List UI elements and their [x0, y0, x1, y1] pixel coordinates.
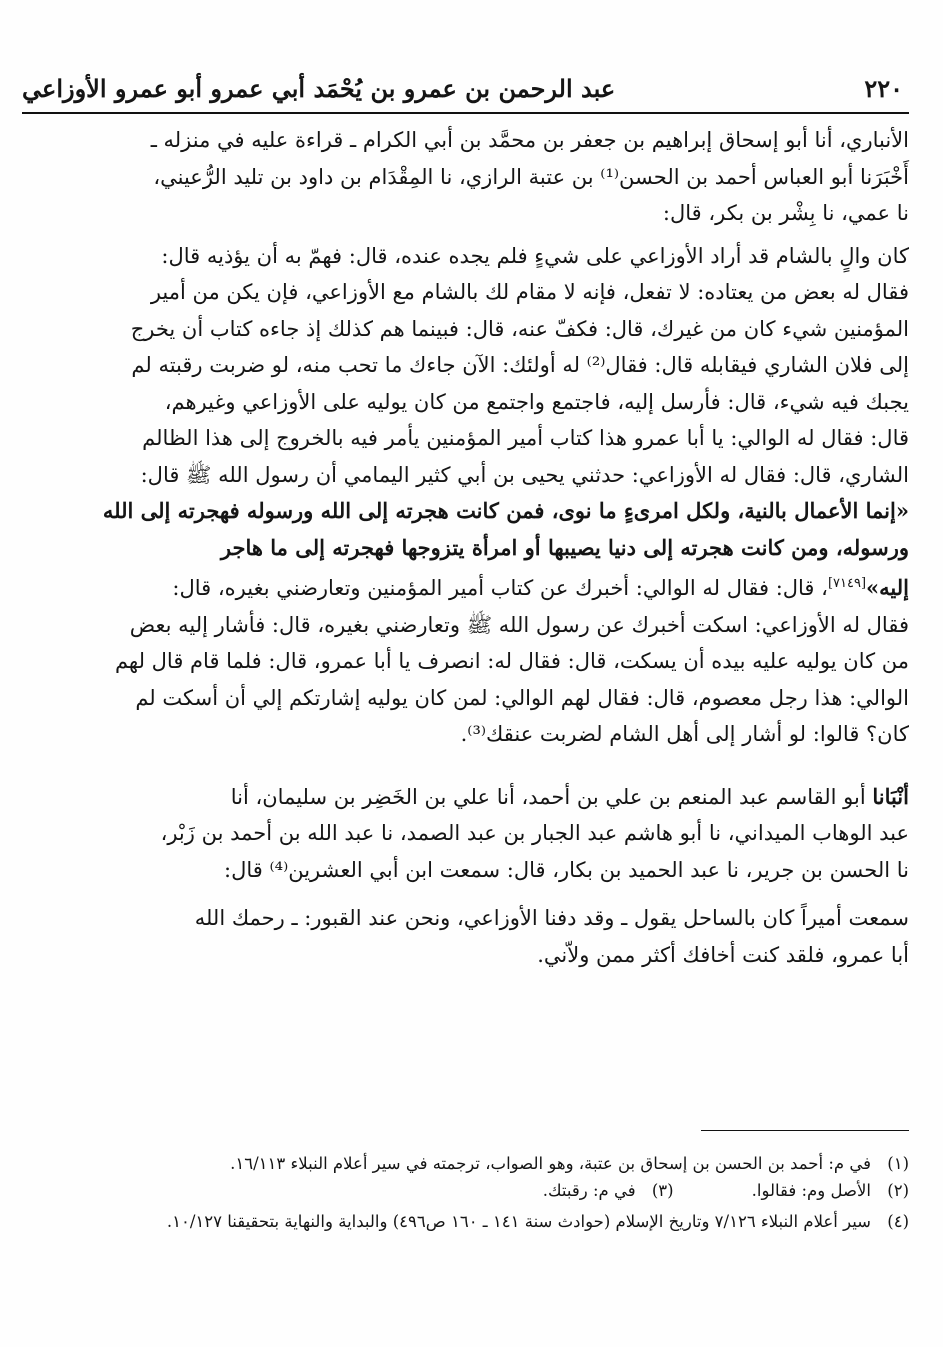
- isnad-lead-word: أنْبَانا: [872, 783, 909, 809]
- text-line: قال: فقال له الوالي: يا أبا عمرو هذا كتاب أمير المؤمنين يأمر فيه بالخروج إلى هذا الظالم: [142, 426, 909, 450]
- footnote-text: سير أعلام النبلاء ٧/١٢٦ وتاريخ الإسلام (حوادث سنة ١٤١ ـ ١٦٠ ص٤٩٦) والبداية والنهاية بتحقيقنا ١٠/١٢٧.: [166, 1212, 871, 1231]
- footnote-number: (٢): [887, 1181, 909, 1200]
- running-title: عبد الرحمن بن عمرو بن يُحْمَد أبي عمرو أبو عمرو الأوزاعي: [22, 74, 616, 103]
- text-line: نا عمي، نا بِشْر بن بكر، قال:: [662, 201, 909, 225]
- text-line: فقال له الأوزاعي: اسكت أخبرك عن رسول الله ﷺ وتعارضني بغيره، قال: فأشار إليه بعض: [129, 612, 909, 637]
- text-line: أبا عمرو، فلقد كنت أخافك أكثر ممن ولاّني.: [537, 942, 909, 967]
- footnote-text: الأصل وم: فقالوا.: [751, 1181, 871, 1200]
- footnote-row-2-3: [22, 1177, 909, 1204]
- hadith-line: «إنما الأعمال بالنية، ولكل امرىءٍ ما نوى، فمن كانت هجرته إلى الله ورسوله فهجرته إلى الله: [102, 498, 909, 523]
- page-number: ٢٢٠: [864, 74, 903, 103]
- text-line: كان؟ قالوا: لو أشار إلى أهل الشام لضربت عنقك⁽³⁾.: [460, 722, 909, 746]
- footnote-2: [752, 1177, 909, 1204]
- text-line: المؤمنين شيء كان من غيرك، قال: فكفّ عنه، قال: فبينما هم كذلك إذ جاءه كتاب أن يخرج: [130, 316, 909, 341]
- footnote-number: (٣): [651, 1181, 674, 1200]
- text-line: سمعت أميراً كان بالساحل يقول ـ وقد دفنا الأوزاعي، ونحن عند القبور: ـ رحمك الله: [194, 906, 909, 930]
- page-header: [22, 72, 909, 112]
- text-line: فقال له بعض من يعتاده: لا تفعل، فإنه لا مقام لك بالشام مع الأوزاعي، فإن يكن من أمير: [150, 280, 909, 304]
- text-line: من كان يوليه عليه بيده أن يسكت، قال: فقال له: انصرف يا أبا عمرو، قال: فلما قام قال لهم: [114, 649, 909, 673]
- footnote-divider: [701, 1130, 909, 1131]
- footnotes: [22, 1150, 909, 1235]
- text-line: يجبك فيه شيء، قال: فأرسل إليه، فاجتمع واجتمع من كان يوليه على الأوزاعي وغيرهم،: [164, 389, 909, 414]
- text-run: أبو القاسم عبد المنعم بن علي بن أحمد، أنا علي بن الخَضِر بن سليمان، أنا: [230, 784, 873, 809]
- text-line: نا الحسن بن جرير، نا عبد الحميد بن بكار، قال: سمعت ابن أبي العشرين⁽⁴⁾ قال:: [224, 857, 909, 882]
- paragraph-isnad-1: [22, 122, 909, 232]
- footnote-1: [22, 1150, 909, 1177]
- main-text: [22, 122, 909, 973]
- text-line: إلى فلان الشاري فيقابله قال: فقال⁽²⁾ له أولئك: الآن جاءك ما تحب منه، لو ضربت رقبته لم: [131, 353, 909, 377]
- footnote-number: (١): [887, 1154, 909, 1173]
- footnote-number: (٤): [887, 1212, 909, 1231]
- text-run: ، قال: فقال له الوالي: أخبرك عن كتاب أمير المؤمنين وتعارضني بغيره، قال:: [172, 576, 828, 600]
- text-line: [22, 779, 909, 816]
- footnote-text: في م: أحمد بن الحسن بن إسحاق بن عتبة، وهو الصواب، ترجمته في سير أعلام النبلاء ١٦/١١٣.: [230, 1154, 871, 1173]
- text-line: [22, 566, 909, 607]
- text-line: أَخْبَرَنا أبو العباس أحمد بن الحسن⁽¹⁾ بن عتبة الرازي، نا المِقْدَام بن داود بن تليد الرُّعيني،: [153, 164, 909, 189]
- paragraph-quote: [22, 900, 909, 973]
- footnote-text: في م: رقبتك.: [542, 1181, 636, 1200]
- text-line: عبد الوهاب الميداني، نا أبو هاشم عبد الجبار بن عبد الصمد، نا عبد الله بن أحمد بن زَبْر،: [160, 821, 909, 845]
- footnote-3: [543, 1177, 674, 1204]
- footnote-4: [22, 1208, 909, 1235]
- text-line: كان والٍ بالشام قد أراد الأوزاعي على شيءٍ فلم يجده عنده، قال: فهمّ به أن يؤذيه قال:: [161, 243, 909, 268]
- hadith-line: ورسوله، ومن كانت هجرته إلى دنيا يصيبها أو امرأة يتزوجها فهجرته إلى ما هاجر: [220, 534, 909, 560]
- hadith-number: [٧١٤٩]: [827, 576, 867, 591]
- header-divider: [22, 112, 909, 114]
- text-line: الأنباري، أنا أبو إسحاق إبراهيم بن جعفر بن محمَّد بن أبي الكرام ـ قراءة عليه في منزله ـ: [150, 128, 909, 152]
- paragraph-isnad-2: [22, 779, 909, 889]
- hadith-end: إليه»: [866, 575, 909, 600]
- text-line: الوالي: هذا رجل معصوم، قال: فقال لهم الوالي: لمن كان يوليه إشارتكم إلي أن أسكت لم: [135, 685, 909, 710]
- text-line: الشاري، قال: فقال له الأوزاعي: حدثني يحيى بن أبي كثير اليمامي أن رسول الله ﷺ قال:: [140, 462, 909, 487]
- paragraph-narrative: [22, 238, 909, 753]
